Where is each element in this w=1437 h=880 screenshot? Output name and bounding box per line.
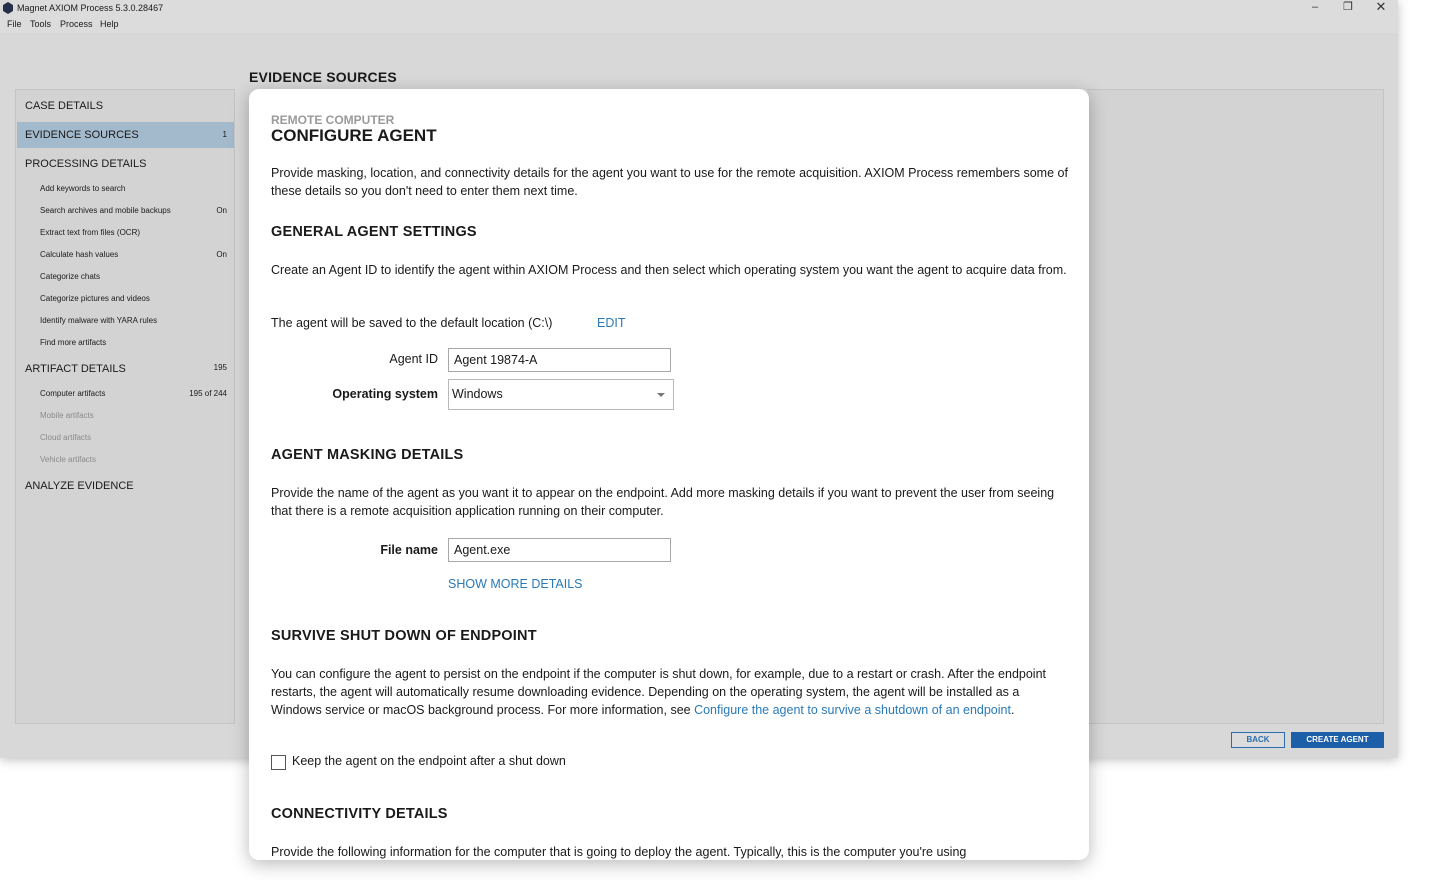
file-name-input[interactable]: Agent.exe [448, 538, 671, 562]
nav-sub-item[interactable] [17, 290, 234, 308]
nav-label: EVIDENCE SOURCES [25, 129, 139, 141]
nav-analyze-evidence[interactable] [17, 473, 234, 499]
file-name-label: File name [380, 543, 438, 557]
configure-agent-dialog [249, 89, 1089, 860]
nav-processing-details[interactable] [17, 151, 234, 177]
nav-case-details[interactable] [17, 93, 234, 119]
nav-sub-label: Search archives and mobile backups [40, 206, 171, 215]
nav-sub-item[interactable] [17, 246, 234, 264]
nav-sub-label: Extract text from files (OCR) [40, 228, 141, 237]
menu-help[interactable]: Help [100, 19, 119, 29]
window-title: Magnet AXIOM Process 5.3.0.28467 [17, 3, 164, 13]
nav-sub-item[interactable] [17, 407, 234, 425]
nav-sub-value: On [216, 250, 227, 259]
show-more-details-link[interactable]: SHOW MORE DETAILS [448, 577, 583, 591]
nav-sub-item[interactable] [17, 202, 234, 220]
create-agent-button[interactable]: CREATE AGENT [1291, 732, 1384, 748]
general-settings-heading: GENERAL AGENT SETTINGS [271, 224, 477, 240]
operating-system-label: Operating system [332, 387, 438, 401]
nav-sub-item[interactable] [17, 180, 234, 198]
nav-sub-item[interactable] [17, 268, 234, 286]
nav-sub-label: Cloud artifacts [40, 433, 92, 442]
survive-help-link[interactable]: Configure the agent to survive a shutdown of an endpoint [694, 703, 1011, 717]
nav-sub-label: Mobile artifacts [40, 411, 94, 420]
survive-desc-end: . [1010, 703, 1015, 717]
nav-sub-item[interactable] [17, 451, 234, 469]
nav-sub-value: 195 of 244 [189, 389, 227, 398]
nav-sub-label: Categorize chats [40, 272, 101, 281]
nav-label: ARTIFACT DETAILS [25, 363, 126, 375]
close-icon[interactable]: ✕ [1375, 0, 1387, 14]
nav-sub-item[interactable] [17, 334, 234, 352]
operating-system-value: Windows [452, 387, 503, 401]
operating-system-select[interactable] [448, 379, 674, 410]
general-settings-desc: Create an Agent ID to identify the agent within AXIOM Process and then select which operating system you want the agent to acquire data from. [271, 263, 1067, 277]
nav-sub-label: Add keywords to search [40, 184, 126, 193]
survive-desc [271, 665, 1071, 719]
masking-heading: AGENT MASKING DETAILS [271, 447, 464, 463]
page-title: EVIDENCE SOURCES [249, 69, 397, 85]
nav-sub-label: Find more artifacts [40, 338, 107, 347]
menu-tools[interactable]: Tools [30, 19, 52, 29]
masking-desc: Provide the name of the agent as you want it to appear on the endpoint. Add more masking details if you want to prevent the user from seeing that there is a remote acquisition application running on their computer. [271, 486, 1055, 518]
survive-heading: SURVIVE SHUT DOWN OF ENDPOINT [271, 628, 537, 644]
nav-label: CASE DETAILS [25, 100, 104, 112]
keep-agent-label[interactable]: Keep the agent on the endpoint after a shut down [292, 754, 566, 768]
restore-icon[interactable]: ❐ [1343, 1, 1353, 13]
nav-sub-label: Vehicle artifacts [40, 455, 97, 464]
survive-desc-text: You can configure the agent to persist on the endpoint if the computer is shut down, for example, due to a restart or crash. After the endpoint restarts, the agent will automatically resume downloading evidence. Depending on the operating system, the agent will be installed as a Windows service or macOS background process. For more information, see [271, 667, 1047, 717]
agent-id-input[interactable]: Agent 19874-A [448, 348, 671, 372]
nav-sub-item[interactable] [17, 429, 234, 447]
nav-sub-value: On [216, 206, 227, 215]
nav-evidence-sources[interactable] [17, 122, 234, 148]
location-text: The agent will be saved to the default location (C:\) [271, 316, 553, 330]
menu-bar [0, 17, 1398, 33]
connectivity-desc: Provide the following information for the computer that is going to deploy the agent. Typically, this is the computer you're using [271, 845, 967, 859]
nav-label: ANALYZE EVIDENCE [25, 480, 134, 492]
minimize-icon[interactable]: – [1311, 1, 1319, 13]
nav-sub-item[interactable] [17, 385, 234, 403]
nav-sub-label: Calculate hash values [40, 250, 119, 259]
nav-sub-item[interactable] [17, 312, 234, 330]
agent-id-label: Agent ID [389, 352, 438, 366]
nav-sub-label: Categorize pictures and videos [40, 294, 150, 303]
content-panel [1087, 89, 1384, 724]
nav-count: 195 [213, 363, 227, 372]
menu-file[interactable]: File [7, 19, 22, 29]
connectivity-heading: CONNECTIVITY DETAILS [271, 806, 448, 822]
nav-sub-item[interactable] [17, 224, 234, 242]
edit-location-link[interactable]: EDIT [597, 316, 626, 330]
chevron-down-icon [657, 393, 665, 397]
back-button[interactable]: BACK [1231, 732, 1285, 748]
nav-sub-label: Computer artifacts [40, 389, 106, 398]
nav-sub-label: Identify malware with YARA rules [40, 316, 158, 325]
menu-process[interactable]: Process [60, 19, 93, 29]
left-nav [15, 89, 235, 724]
nav-label: PROCESSING DETAILS [25, 158, 147, 170]
intro-text: Provide masking, location, and connectivity details for the agent you want to use for the remote acquisition. AXIOM Process remembers some of these details so you don't need to enter them next time. [271, 166, 1068, 198]
keep-agent-checkbox[interactable] [271, 755, 286, 770]
nav-count: 1 [222, 130, 227, 139]
title-bar [0, 0, 1398, 17]
nav-artifact-details[interactable] [17, 356, 234, 382]
dialog-eyebrow: REMOTE COMPUTER [271, 113, 395, 127]
axiom-logo-icon [3, 2, 13, 14]
dialog-title: CONFIGURE AGENT [271, 126, 437, 145]
